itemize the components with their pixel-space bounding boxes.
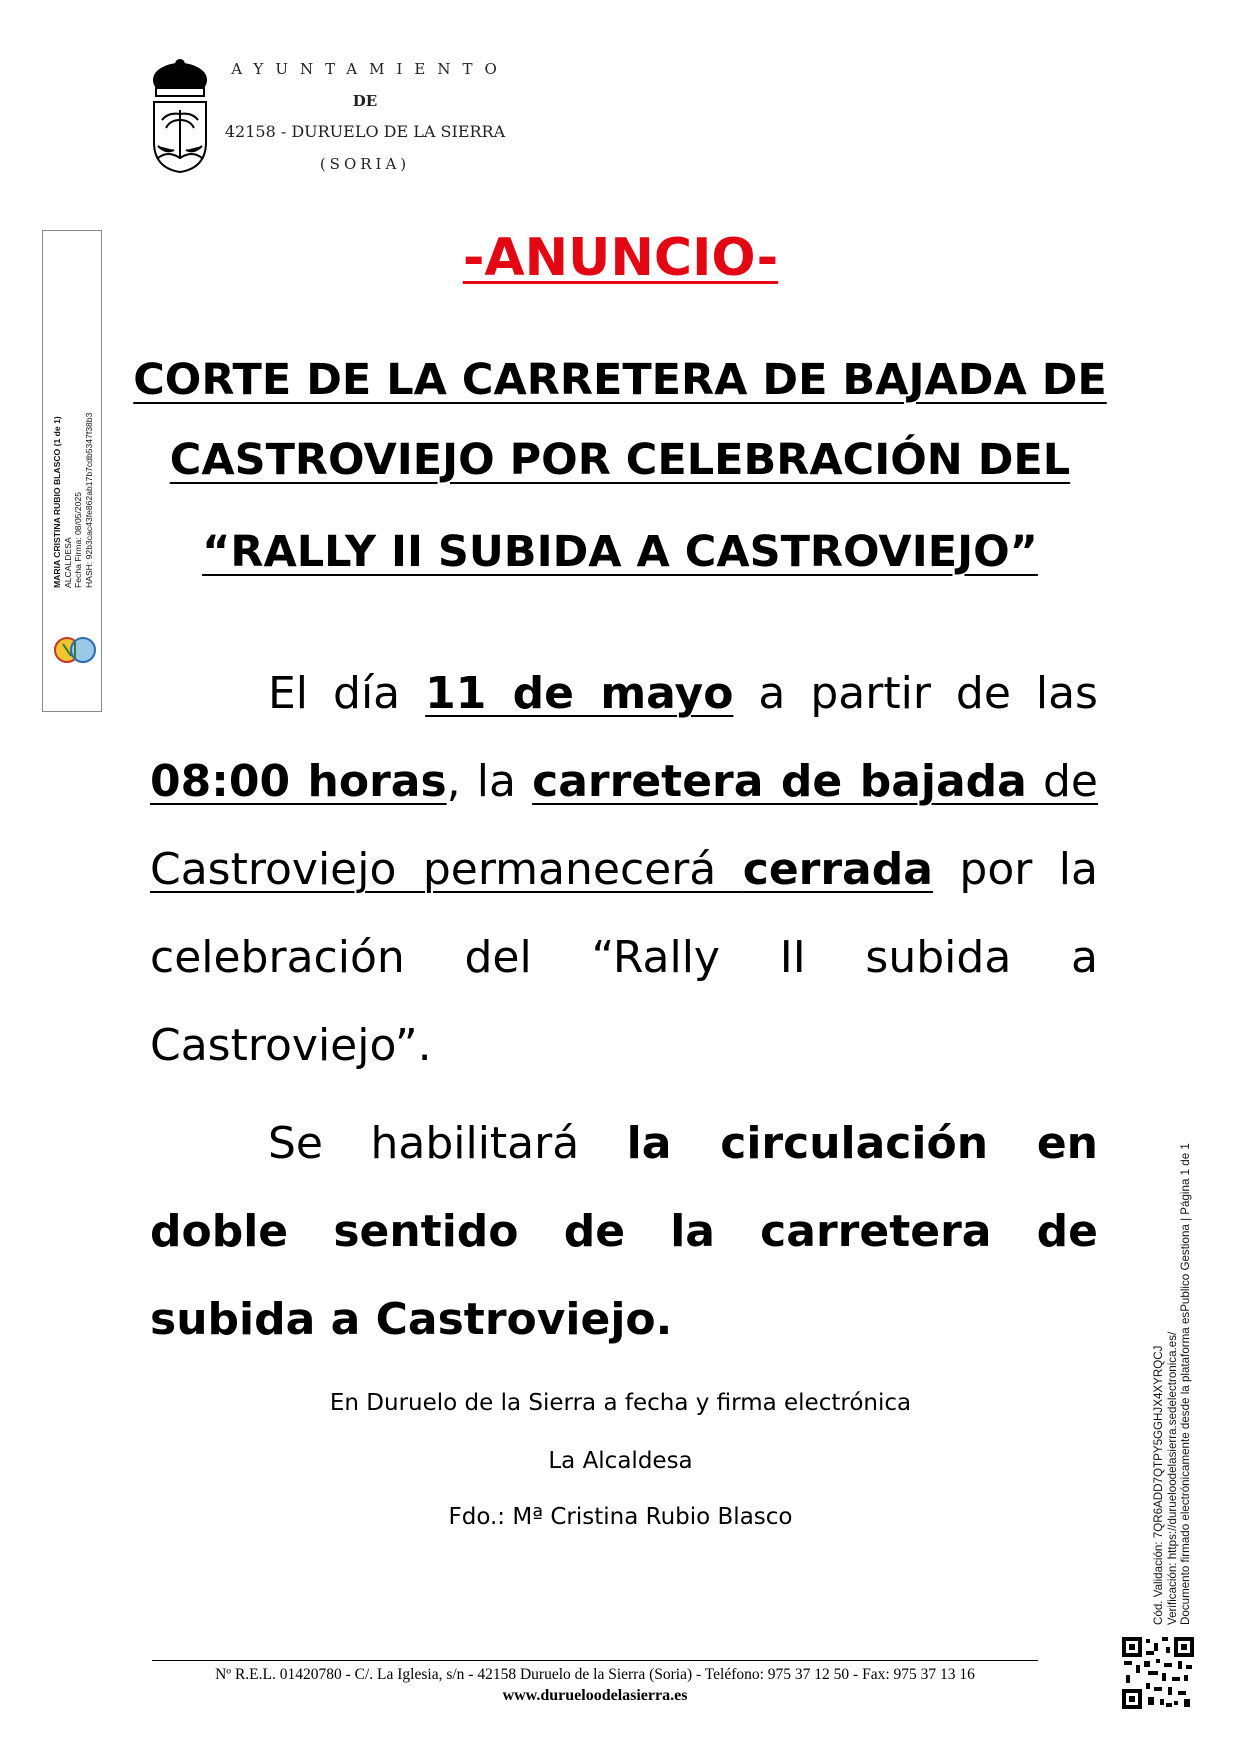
verification-strip — [1152, 1143, 1193, 1625]
footer-divider — [152, 1660, 1038, 1661]
sign-place: En Duruelo de la Sierra a fecha y firma electrónica — [329, 1390, 912, 1416]
event-time: 08:00 horas — [150, 756, 447, 807]
signature-hash: HASH: 92b3cac43fe862ab17b7cdb5347f38b3 — [83, 412, 94, 588]
p1-text-2: a partir de las — [733, 668, 1098, 719]
p1-text-5: por la celebración del “Rally II subida a Castroviejo”. — [150, 844, 1098, 1071]
announcement-title: -ANUNCIO- — [462, 228, 779, 288]
signature-strip-text — [52, 413, 94, 588]
letterhead-line-1: AYUNTAMIENTO — [231, 60, 509, 78]
validation-code: Cód. Validación: 7QR6ADD7QTPY5GGHJX4XYRQCJ — [1152, 1345, 1165, 1625]
closed-word: cerrada — [742, 844, 933, 895]
body-paragraph-2 — [150, 1100, 1098, 1364]
qr-code-icon — [1122, 1637, 1194, 1709]
platform-logo-icon — [49, 632, 101, 668]
sign-role: La Alcaldesa — [548, 1448, 693, 1474]
signer-role: ALCALDESA — [62, 537, 73, 588]
letterhead-line-3: 42158 - DURUELO DE LA SIERRA — [224, 122, 506, 141]
heading-line-2: CASTROVIEJO POR CELEBRACIÓN DEL — [169, 435, 1071, 485]
event-date: 11 de mayo — [425, 668, 734, 719]
verification-url: Verificación: https://durueloodelasierra.sedelectronica.es/ — [1165, 1331, 1179, 1625]
footer-address: Nº R.E.L. 01420780 - C/. La Iglesia, s/n - 42158 Duruelo de la Sierra (Soria) - Teléfono: 975 37 12 50 - Fax: 975 37 13 16 — [215, 1666, 975, 1683]
road-name: carretera de bajada — [532, 756, 1027, 807]
body-paragraph-1 — [150, 650, 1098, 1090]
letterhead-line-4: (SORIA) — [319, 155, 411, 173]
sign-name: Fdo.: Mª Cristina Rubio Blasco — [448, 1504, 793, 1530]
signer-name: MARIA CRISTINA RUBIO BLASCO (1 de 1) — [52, 416, 62, 588]
coat-of-arms-icon — [148, 58, 212, 176]
p2-text-1: Se habilitará — [268, 1118, 627, 1169]
p1-text-1: El día — [268, 668, 426, 719]
p1-text-3: , la — [446, 756, 533, 807]
p2-bold-text: la circulación en doble sentido de la carretera de subida a Castroviejo. — [150, 1118, 1098, 1345]
footer-website: www.durueloodelasierra.es — [502, 1687, 688, 1704]
platform-note: Documento firmado electrónicamente desde la plataforma esPublico Gestiona | Página 1 de 1 — [1179, 1143, 1192, 1625]
signature-date: Fecha Firma: 08/05/2025 — [73, 491, 83, 588]
heading-line-3: “RALLY II SUBIDA A CASTROVIEJO” — [202, 527, 1038, 577]
letterhead-line-2: DE — [352, 92, 378, 110]
heading-line-1: CORTE DE LA CARRETERA DE BAJADA DE — [133, 355, 1107, 405]
p1-text-4: de Castroviejo permanecerá — [150, 756, 1098, 895]
